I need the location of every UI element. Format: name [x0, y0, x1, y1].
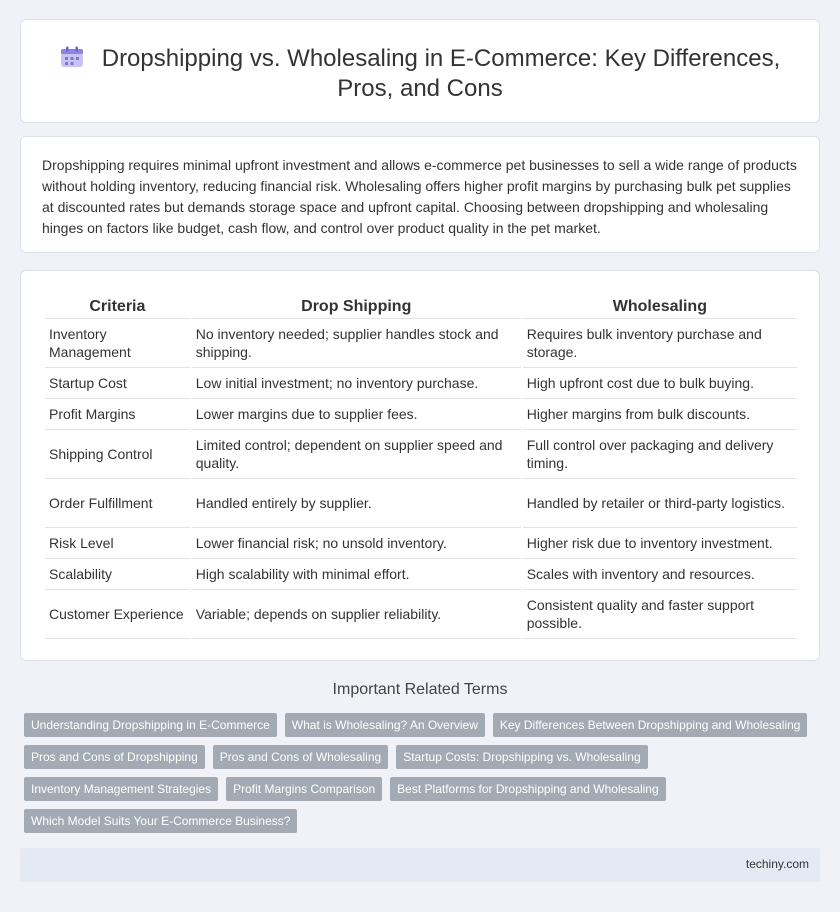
table-cell: Customer Experience [45, 590, 190, 639]
table-cell: Limited control; dependent on supplier speed and quality. [192, 430, 521, 479]
table-cell: Scalability [45, 559, 190, 590]
footer-site-link[interactable]: techiny.com [745, 857, 809, 871]
table-row [45, 399, 797, 430]
footer [20, 848, 820, 882]
header-criteria: Criteria [45, 295, 190, 319]
calendar-icon [60, 46, 84, 68]
related-term-tag[interactable]: Pros and Cons of Wholesaling [213, 745, 388, 769]
table-row [45, 430, 797, 479]
related-term-tag[interactable]: What is Wholesaling? An Overview [285, 713, 485, 737]
table-cell: Variable; depends on supplier reliability. [192, 590, 521, 639]
related-term-tag[interactable]: Best Platforms for Dropshipping and Wholesaling [390, 777, 665, 801]
table-row [45, 368, 797, 399]
table-cell: Shipping Control [45, 430, 190, 479]
intro-card [20, 136, 820, 253]
table-cell: Order Fulfillment [45, 479, 190, 528]
title-line-1: Dropshipping vs. Wholesaling in E-Commerce: Key Differences, [101, 45, 781, 72]
table-cell: Risk Level [45, 528, 190, 559]
table-row [45, 590, 797, 639]
table-row [45, 559, 797, 590]
comparison-card [20, 270, 820, 661]
header-wholesaling: Wholesaling [523, 295, 797, 319]
related-term-tag[interactable]: Key Differences Between Dropshipping and Wholesaling [493, 713, 808, 737]
table-cell: Higher margins from bulk discounts. [523, 399, 797, 430]
related-terms-list [24, 713, 814, 841]
table-row [45, 479, 797, 528]
table-cell: Scales with inventory and resources. [523, 559, 797, 590]
table-cell: Startup Cost [45, 368, 190, 399]
table-cell: Handled entirely by supplier. [192, 479, 521, 528]
table-row [45, 319, 797, 368]
related-term-tag[interactable]: Startup Costs: Dropshipping vs. Wholesaling [396, 745, 647, 769]
header-card [20, 19, 820, 123]
table-cell: No inventory needed; supplier handles stock and shipping. [192, 319, 521, 368]
related-terms-heading: Important Related Terms [332, 681, 508, 698]
table-cell: High upfront cost due to bulk buying. [523, 368, 797, 399]
page-title [21, 44, 819, 104]
related-term-tag[interactable]: Pros and Cons of Dropshipping [24, 745, 205, 769]
table-cell: Inventory Management [45, 319, 190, 368]
table-cell: Consistent quality and faster support possible. [523, 590, 797, 639]
table-cell: Higher risk due to inventory investment. [523, 528, 797, 559]
related-term-tag[interactable]: Profit Margins Comparison [226, 777, 382, 801]
related-term-tag[interactable]: Inventory Management Strategies [24, 777, 218, 801]
table-cell: Profit Margins [45, 399, 190, 430]
table-cell: Handled by retailer or third-party logistics. [523, 479, 797, 528]
comparison-table [43, 295, 799, 639]
table-header-row [45, 295, 797, 319]
table-cell: Lower margins due to supplier fees. [192, 399, 521, 430]
header-drop-shipping: Drop Shipping [192, 295, 521, 319]
table-cell: Full control over packaging and delivery timing. [523, 430, 797, 479]
table-cell: Requires bulk inventory purchase and storage. [523, 319, 797, 368]
related-term-tag[interactable]: Which Model Suits Your E-Commerce Business? [24, 809, 297, 833]
table-cell: Low initial investment; no inventory purchase. [192, 368, 521, 399]
table-cell: Lower financial risk; no unsold inventory. [192, 528, 521, 559]
title-line-2: Pros, and Cons [337, 75, 503, 102]
related-term-tag[interactable]: Understanding Dropshipping in E-Commerce [24, 713, 277, 737]
table-cell: High scalability with minimal effort. [192, 559, 521, 590]
intro-paragraph: Dropshipping requires minimal upfront investment and allows e-commerce pet businesses to sell a wide range of products without holding inventory, reducing financial risk. Wholesaling offers higher profit margins by purchasing bulk pet supplies at discounted rates but demands storage space and upfront capital. Choosing between dropshipping and wholesaling hinges on factors like budget, cash flow, and control over product quality in the pet market. [42, 157, 797, 236]
table-row [45, 528, 797, 559]
